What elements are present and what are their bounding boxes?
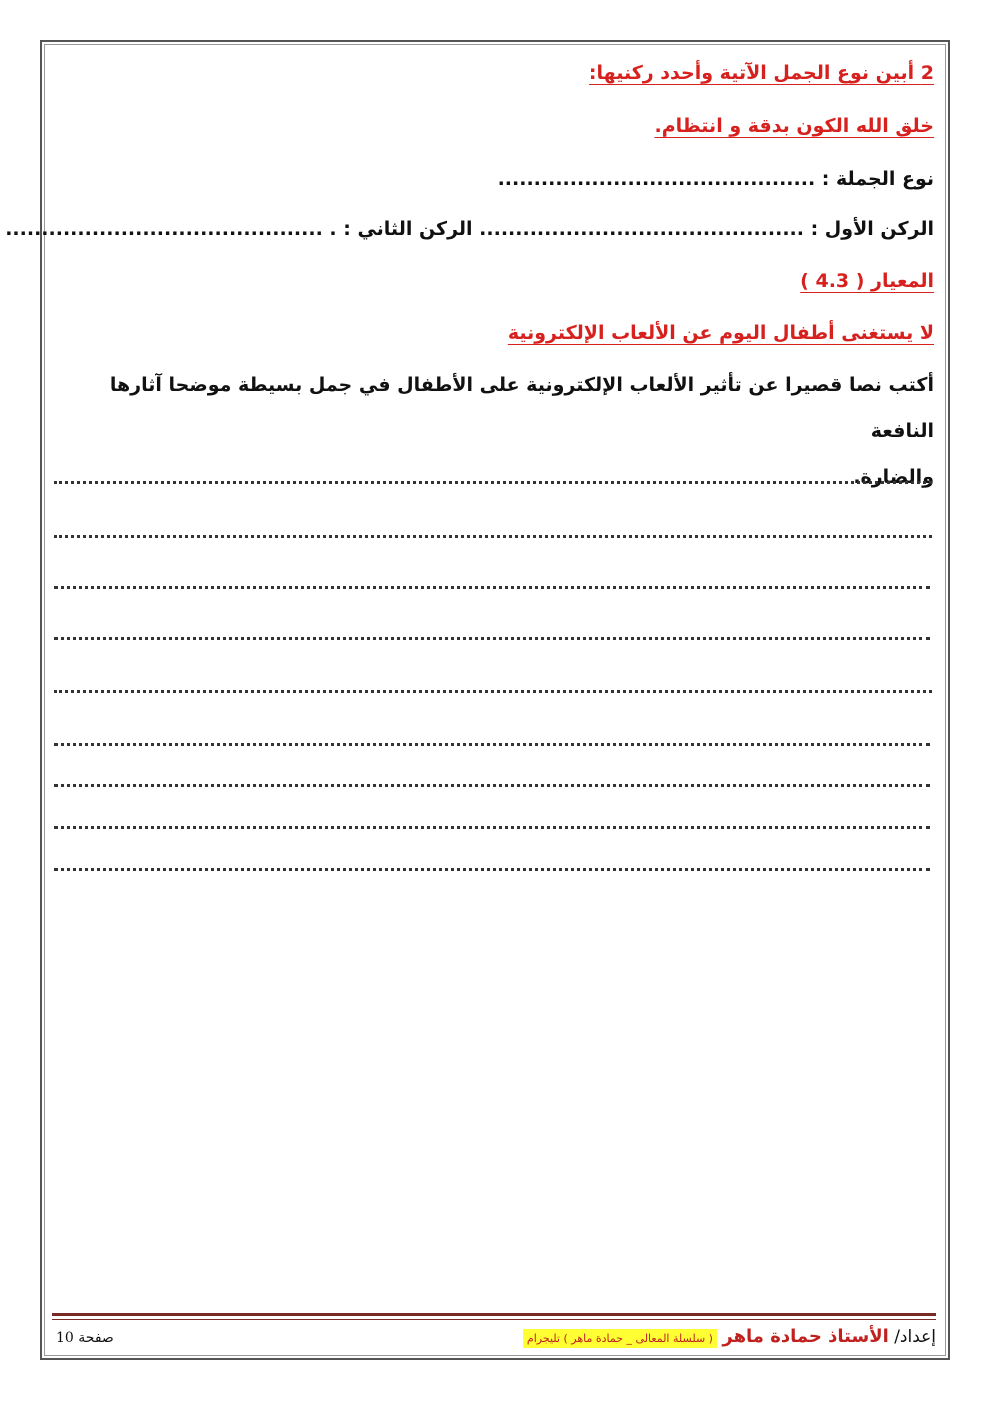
writing-prompt-line1: أكتب نصا قصيرا عن تأثير الألعاب الإلكترونية على الأطفال في جمل بسيطة موضحا آثارها النافعة: [109, 374, 934, 442]
standard-title: لا يستغنى أطفال اليوم عن الألعاب الإلكترونية: [507, 322, 934, 344]
page-number: صفحة 10: [56, 1330, 114, 1346]
standard-label: المعيار ( 4.3 ): [800, 270, 934, 292]
sentence-type-line: نوع الجملة : ............................................: [497, 168, 934, 190]
question-heading: 2 أبين نوع الجمل الآتية وأحدد ركنيها:: [588, 62, 934, 84]
answer-line[interactable]: [54, 784, 930, 787]
series-label: ( سلسلة المعالى _ حمادة ماهر ) تليجرام: [523, 1329, 717, 1348]
writing-prompt-line2: والضارة.: [853, 466, 934, 488]
answer-line[interactable]: [54, 481, 932, 484]
page-border-inner: [44, 44, 946, 1356]
answer-line[interactable]: [54, 868, 930, 871]
answer-line[interactable]: [54, 826, 930, 829]
author-name: الأستاذ حمادة ماهر: [722, 1326, 889, 1347]
footer-divider: [52, 1313, 936, 1316]
footer-prefix: إعداد/: [894, 1327, 936, 1347]
sentence-pillars-line: الركن الأول : ............................................. الركن الثاني : . ............................................: [5, 218, 934, 240]
answer-line[interactable]: [54, 637, 930, 640]
writing-prompt: [104, 362, 934, 500]
answer-line[interactable]: [54, 743, 930, 746]
footer-author: [523, 1326, 936, 1347]
answer-line[interactable]: [54, 586, 930, 589]
answer-line[interactable]: [54, 690, 932, 693]
answer-line[interactable]: [54, 535, 932, 538]
footer-divider-thin: [52, 1319, 936, 1320]
question-sentence: خلق الله الكون بدقة و انتظام.: [654, 115, 934, 137]
